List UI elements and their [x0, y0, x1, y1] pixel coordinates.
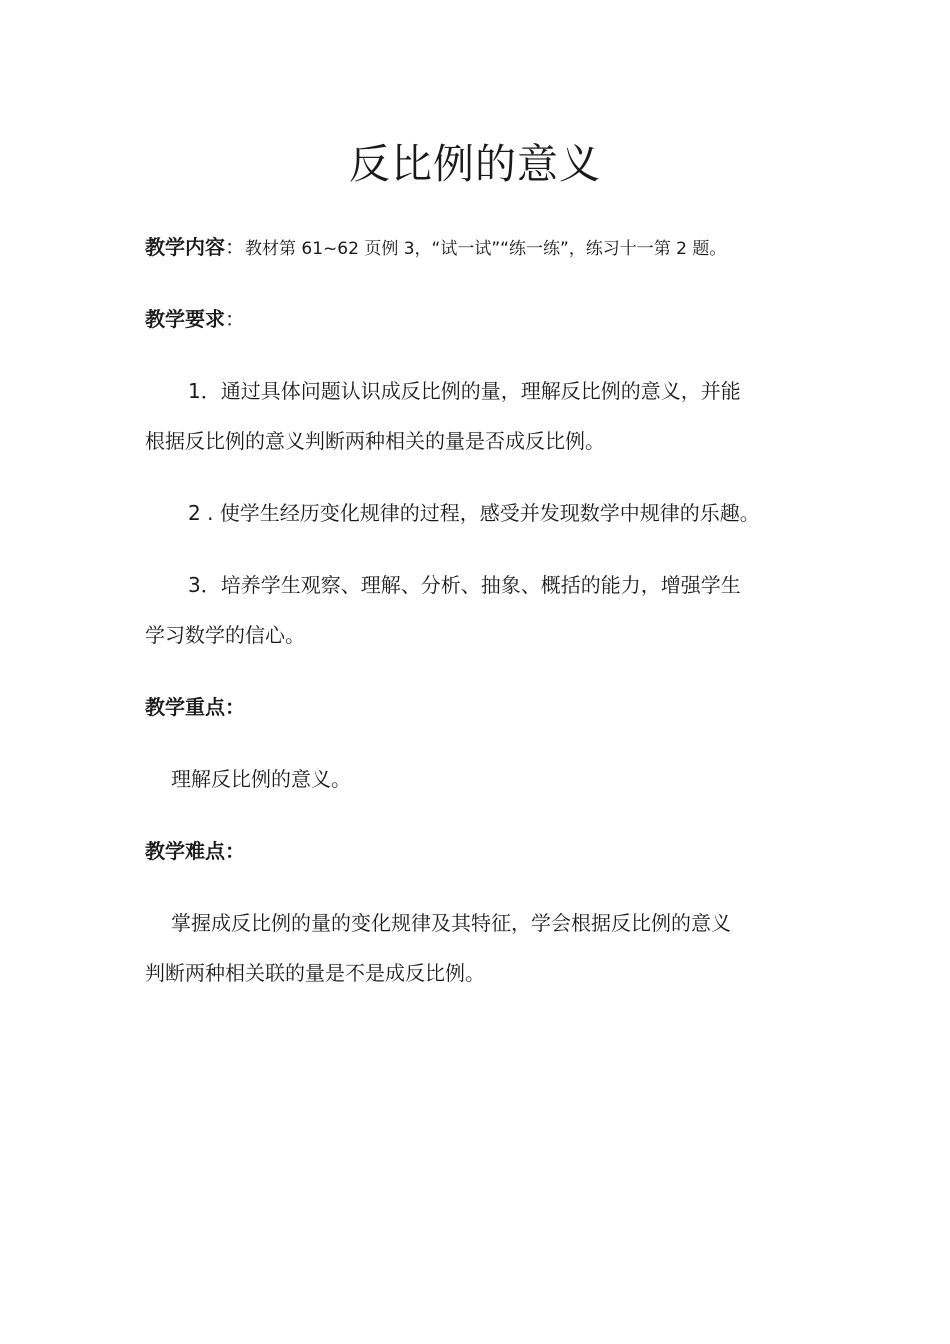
- requirement-2-line-1: 2 . 使学生经历变化规律的过程，感受并发现数学中规律的乐趣。: [188, 501, 760, 525]
- teaching-content-colon: ：: [225, 235, 245, 259]
- teaching-requirements-heading: [145, 304, 245, 334]
- requirement-3-line-2: 学习数学的信心。: [145, 623, 305, 647]
- difficulty-label: 教学难点：: [145, 839, 245, 863]
- difficulty-line-1: 掌握成反比例的量的变化规律及其特征，学会根据反比例的意义: [171, 911, 731, 935]
- teaching-content-label: 教学内容: [145, 235, 225, 259]
- key-point-text: 理解反比例的意义。: [171, 767, 351, 791]
- teaching-requirements-label: 教学要求: [145, 307, 225, 331]
- requirement-1-line-2: 根据反比例的意义判断两种相关的量是否成反比例。: [145, 429, 605, 453]
- difficulty-line-2: 判断两种相关联的量是不是成反比例。: [145, 961, 485, 985]
- key-point-label: 教学重点：: [145, 695, 245, 719]
- requirement-3-line-1: 3．培养学生观察、理解、分析、抽象、概括的能力，增强学生: [188, 573, 741, 597]
- teaching-content-text: 教材第 61~62 页例 3，“试一试”“练一练”，练习十一第 2 题。: [245, 239, 727, 259]
- document-title: 反比例的意义: [349, 140, 601, 188]
- requirement-1-line-1: 1．通过具体问题认识成反比例的量，理解反比例的意义，并能: [188, 379, 741, 403]
- teaching-content-line: [145, 232, 726, 264]
- teaching-requirements-colon: ：: [225, 307, 245, 331]
